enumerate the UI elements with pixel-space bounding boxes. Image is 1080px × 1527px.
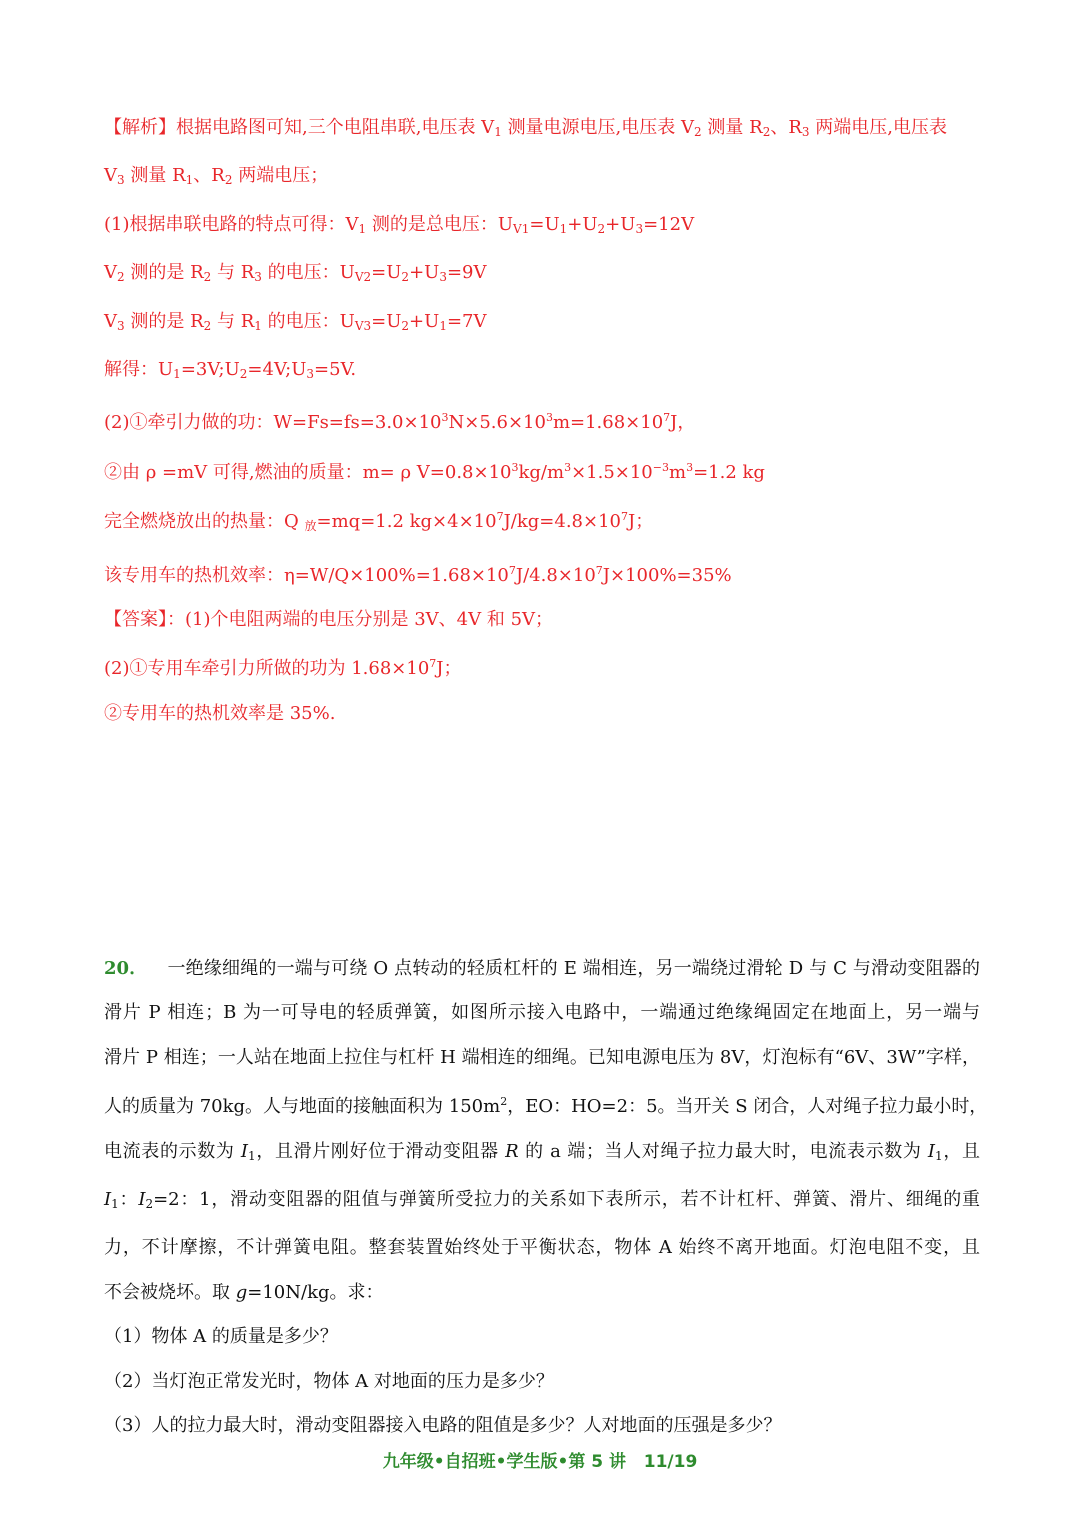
solution-block [104,106,980,736]
solution-line-10: 该专用车的热机效率：$\eta=W/Q\times 100\%=1.68\times 10^7J/4.8\times 10^7J\times 100\%=35\%$ [104,563,732,586]
solution-line-1: 【解析】根据电路图可知,三个电阻串联,电压表 $V_1$ 测量电源电压,电压表 $V_2$ 测量 $R_2$、$R_3$ 两端电压,电压表 [104,117,947,139]
answer-line-1: 【答案】：(1)个电阻两端的电压分别是 3V、4V 和 5V； [104,609,554,631]
question-line-7: 力，不计摩擦，不计弹簧电阻。整套装置始终处于平衡状态，物体 A 始终不离开地面。灯泡电阻不变，且 [104,1237,980,1259]
question-block [104,947,988,1448]
question-line-3: 滑片 P 相连；一人站在地面上拉住与杠杆 H 端相连的细绳。已知电源电压为 8V，灯泡标有“6V、3W”字样， [104,1046,980,1068]
solution-line-8: ②由 ρ =mV 可得,燃油的质量：m= ρ $V=0.8\times 10^3kg/m^3\times 1.5\times 10^{-3}m^3=1.2$ kg [104,460,765,483]
jiexi-tag: 【解析】 [104,117,176,138]
solution-line-2: $V_3$ 测量 $R_1$、$R_2$ 两端电压； [104,165,329,188]
sub-question-3: （3）人的拉力最大时，滑动变阻器接入电路的阻值是多少？人对地面的压强是多少？ [104,1415,782,1437]
question-line-4: 人的质量为 70kg。人与地面的接触面积为 $150m^2$，EO：HO=2：5。当开关 S 闭合，人对绳子拉力最小时， [104,1095,988,1118]
answer-line-2: (2)①专用车牵引力所做的功为 $1.68\times 10^7J$； [104,657,462,680]
question-line-8: 不会被烧坏。取 g=10N/kg。求： [104,1281,384,1303]
solution-line-6: 解得：$U_1=3V;U_2=4V;U_3=5V$. [104,359,357,382]
question-line-1: 20． 一绝缘细绳的一端与可绕 O 点转动的轻质杠杆的 E 端相连，另一端绕过滑轮 D 与 C 与滑动变阻器的 [104,958,980,979]
answer-line-3: ②专用车的热机效率是 35%. [104,702,336,724]
question-line-2: 滑片 P 相连；B 为一可导电的轻质弹簧，如图所示接入电路中，一端通过绝缘绳固定在地面上，另一端与 [104,1002,980,1024]
page-footer [0,1447,1080,1472]
page-number: 11/19 [643,1452,698,1472]
solution-line-4: $V_2$ 测的是 $R_2$ 与 $R_3$ 的电压：$U_{V2}=U_2+U_3=9V$ [104,262,487,285]
solution-line-9: 完全燃烧放出的热量：Q $_放$=mq=1.2 $kg\times 4\times 10^7J/kg=4.8\times 10^7J$； [104,510,654,534]
question-line-6: $I_1$：$I_2=2$：1，滑动变阻器的阻值与弹簧所受拉力的关系如下表所示，若不计杠杆、弹簧、滑片、细绳的重 [104,1189,981,1212]
solution-line-3: (1)根据串联电路的特点可得：$V_1$ 测的是总电压：$U_{V1}=U_1+U_2+U_3=12V$ [104,213,695,236]
sub-question-1: （1）物体 A 的质量是多少？ [104,1326,338,1348]
solution-line-5: $V_3$ 测的是 $R_2$ 与 $R_1$ 的电压：$U_{V3}=U_2+U_1=7V$ [104,310,487,333]
question-number: 20． [104,958,148,979]
sub-question-2: （2）当灯泡正常发光时，物体 A 对地面的压力是多少？ [104,1370,554,1392]
question-line-5: 电流表的示数为 $I_1$，且滑片刚好位于滑动变阻器 R 的 a 端；当人对绳子拉力最大时，电流表示数为 $I_1$，且 [104,1140,980,1163]
solution-line-7: (2)①牵引力做的功：$W=Fs=fs=3.0\times 10^3N\times 5.6\times 10^3m=1.68\times 10^7J$， [104,411,696,434]
footer-title: 九年级•自招班•学生版•第 5 讲 [382,1452,626,1472]
answer-tag: 【答案】 [104,609,167,631]
